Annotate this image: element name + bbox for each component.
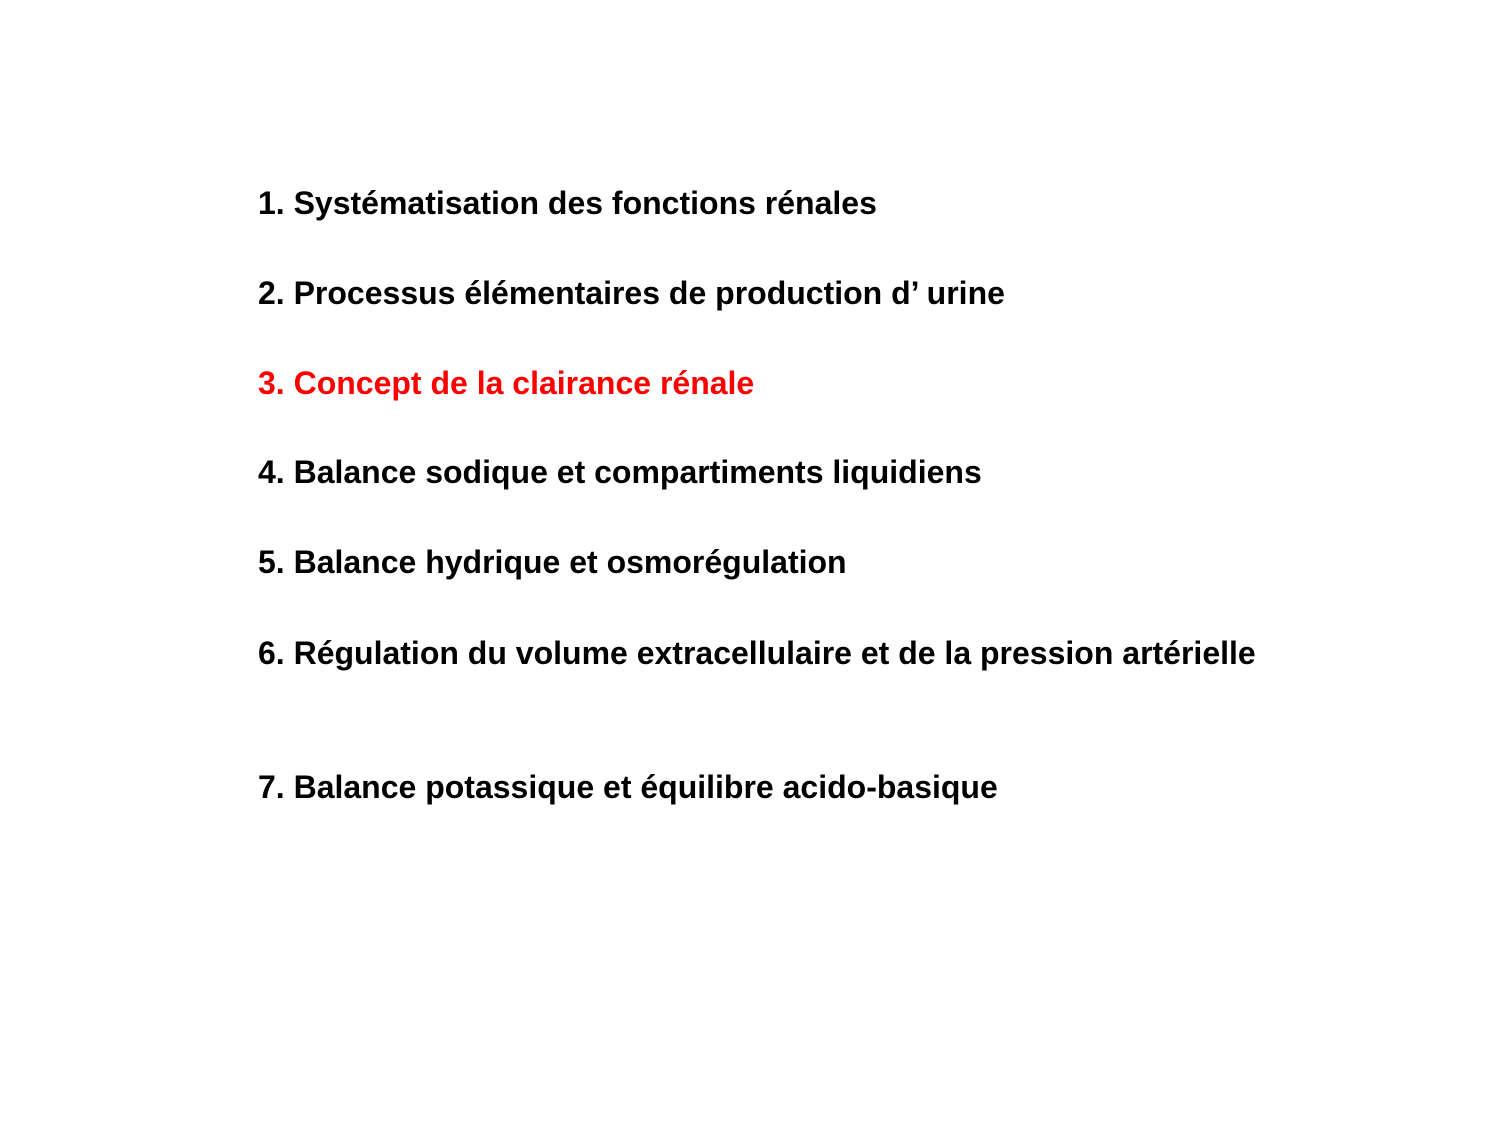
outline-item-6: 6. Régulation du volume extracellulaire et de la pression artérielle: [258, 635, 1256, 671]
outline-item-1: 1. Systématisation des fonctions rénales: [258, 185, 877, 221]
outline-item-5: 5. Balance hydrique et osmorégulation: [258, 544, 847, 580]
outline-item-3-current: 3. Concept de la clairance rénale: [258, 365, 755, 401]
outline-item-4: 4. Balance sodique et compartiments liquidiens: [258, 454, 982, 490]
outline-item-2: 2. Processus élémentaires de production d’ urine: [258, 275, 1005, 311]
outline-item-7: 7. Balance potassique et équilibre acido-basique: [258, 769, 998, 805]
